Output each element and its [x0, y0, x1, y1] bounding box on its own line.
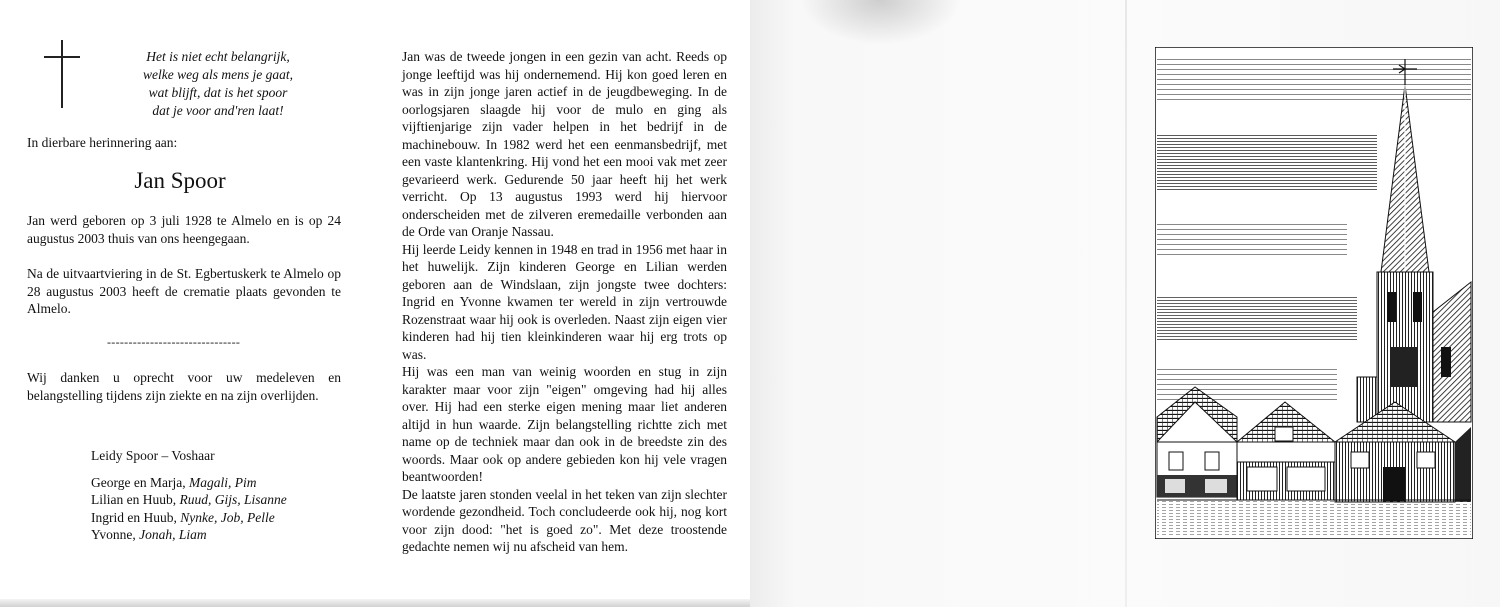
deceased-name: Jan Spoor: [134, 168, 226, 193]
family-row: [91, 474, 287, 492]
family-parents: Lilian en Huub,: [91, 492, 180, 507]
church-street-engraving: [1155, 47, 1473, 539]
biography-paragraph: Hij was een man van weinig woorden en stug in zijn karakter maar voor zijn "eigen" omgeving had hij alles over. Hij had een sterke eigen mening maar liet anderen altijd in hun waarde. Zijn belangstelling richtte zich met name op de techniek maar dan ook in de breedste zin des woords. Maar ook op andere gebieden kon hij vele vragen beantwoorden!: [402, 364, 727, 484]
family-grandchildren: Magali, Pim: [188, 474, 257, 490]
thanks-paragraph: Wij danken u oprecht voor uw medeleven en belangstelling tijdens zijn ziekte en na zijn overlijden.: [27, 370, 341, 403]
fold-shadow: [800, 0, 960, 45]
memorial-intro: In dierbare herinnering aan:: [27, 135, 178, 150]
card-fold: [1125, 0, 1127, 607]
family-grandchildren: Jonah, Liam: [139, 527, 207, 542]
biography-paragraph: De laatste jaren stonden veelal in het teken van zijn slechter wordende gezondheid. Toch concludeerde ook hij, nog kort voor zijn dood: "het is goed zo". Met deze troostende gedachte nemen wij nu afscheid van hem.: [402, 486, 727, 554]
family-row: [91, 491, 287, 509]
poem-line: Het is niet echt belangrijk,: [146, 49, 290, 64]
biography-paragraph: Hij leerde Leidy kennen in 1948 en trad in 1956 met haar in het huwelijk. Zijn kinderen George en Lilian werden geboren aan de Windslaan, zijn jongste twee dochters: Ingrid en Yvonne kwamen ter wereld in zijn vertrouwde Rozenstraat waar hij ook is overleden. Naast zijn eigen vier kinderen had hij tien kleinkinderen waar hij erg trots op was.: [402, 241, 727, 362]
family-grandchildren: Nynke, Job, Pelle: [180, 509, 275, 525]
biography: [402, 48, 727, 556]
cross-icon: [44, 40, 80, 108]
family-list: [91, 447, 287, 544]
birth-paragraph: Jan werd geboren op 3 juli 1928 te Almelo en is op 24 augustus 2003 thuis van ons heengegaan.: [27, 213, 341, 246]
family-parents: Yvonne,: [91, 527, 140, 542]
poem-line: dat je voor and'ren laat!: [152, 103, 284, 118]
family-grandchildren: Ruud, Gijs, Lisanne: [179, 492, 287, 507]
poem-line: welke weg als mens je gaat,: [143, 67, 293, 82]
family-row: [91, 509, 287, 527]
poem: [110, 48, 326, 120]
family-parents: George en Marja,: [91, 474, 189, 490]
page-edge: [0, 599, 750, 607]
family-row: [91, 526, 287, 544]
divider: -------------------------------: [107, 335, 241, 349]
spouse-line: Leidy Spoor – Voshaar: [91, 448, 215, 463]
family-parents: Ingrid en Huub,: [91, 509, 181, 525]
biography-paragraph: Jan was de tweede jongen in een gezin van acht. Reeds op jonge leeftijd was hij ondernemend. Hij kon goed leren en was in zijn jonge jaren actief in de jeugdbeweging. In de oorlogsjaren slaagde hij voor de mulo en ging als vijftienjarige zijn vader helpen in het bedrijf in de machinebouw. In 1982 werd het een eenmansbedrijf, met een vaste klantenkring. Hij vond het een mooi vak met zeer gevarieerd werk. Gedurende 50 jaar heeft hij het werk verricht. Op 13 augustus 1993 werd hij hiervoor onderscheiden met de zilveren eremedaille verbonden aan de Orde van Oranje Nassau.: [402, 49, 727, 239]
poem-line: wat blijft, dat is het spoor: [148, 85, 288, 100]
funeral-paragraph: Na de uitvaartviering in de St. Egbertuskerk te Almelo op 28 augustus 2003 heeft de crematie plaats gevonden te Almelo.: [27, 266, 341, 316]
